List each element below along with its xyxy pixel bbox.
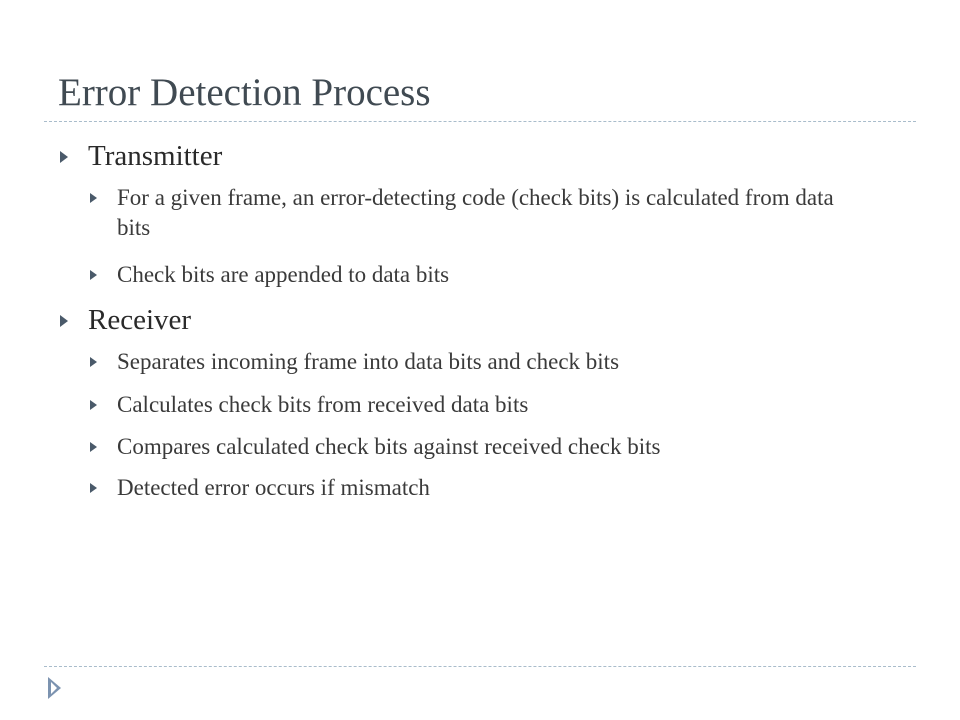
bullet-triangle-icon [60, 151, 68, 163]
slide-title: Error Detection Process [58, 71, 431, 114]
title-divider [44, 121, 916, 122]
bullet-item [90, 183, 870, 243]
section-heading-label: Transmitter [88, 140, 223, 172]
bullet-item-text: Compares calculated check bits against received check bits [117, 434, 661, 459]
section-heading-label: Receiver [88, 304, 192, 336]
footer-triangle-icon [48, 677, 61, 699]
bullet-item-text: Separates incoming frame into data bits and check bits [117, 349, 620, 374]
bullet-item [90, 390, 870, 420]
bullet-item [90, 473, 870, 503]
bullet-triangle-icon [90, 483, 97, 493]
bullet-triangle-icon [90, 400, 97, 410]
bullet-item [90, 260, 870, 290]
bullet-triangle-icon [90, 357, 97, 367]
bullet-triangle-icon [90, 270, 97, 280]
bullet-item-text: Check bits are appended to data bits [117, 262, 450, 287]
bullet-item-text: Calculates check bits from received data bits [117, 392, 529, 417]
bullet-triangle-icon [60, 315, 68, 327]
bullet-triangle-icon [90, 442, 97, 452]
bullet-item-text: For a given frame, an error-detecting code (check bits) is calculated from data bits [117, 185, 834, 240]
bullet-triangle-icon [90, 193, 97, 203]
bullet-item [90, 347, 870, 377]
bullet-item [90, 432, 870, 462]
bullet-item-text: Detected error occurs if mismatch [117, 475, 430, 500]
footer-divider [44, 666, 916, 667]
